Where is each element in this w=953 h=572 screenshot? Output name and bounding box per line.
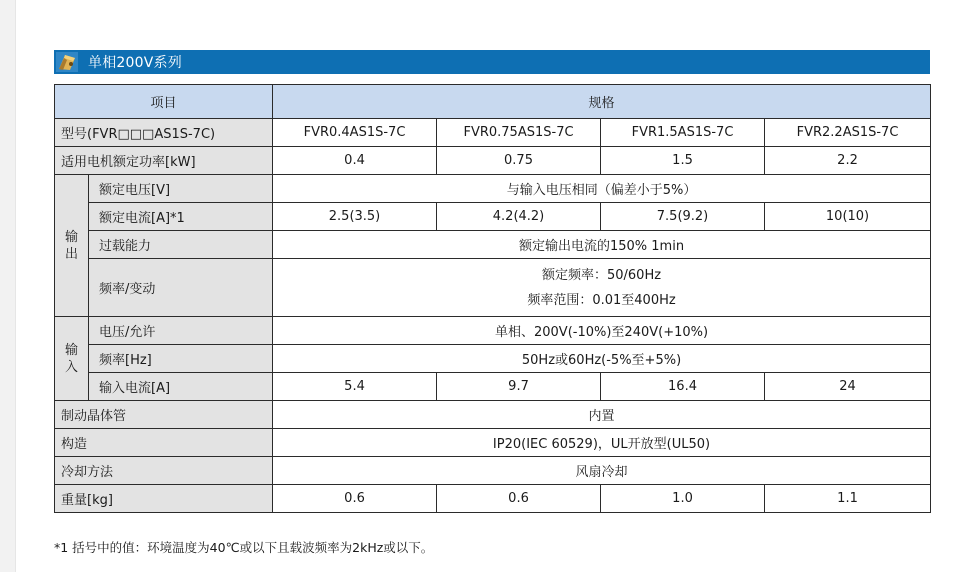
table-header-row xyxy=(55,85,931,119)
row-label-input-frequency: 频率[Hz] xyxy=(89,345,273,373)
cell-input-current-1: 5.4 xyxy=(273,373,437,401)
cell-cooling: 风扇冷却 xyxy=(273,457,931,485)
table-row-output-frequency xyxy=(55,259,931,317)
footnote: *1 括号中的值：环境温度为40℃或以下且载波频率为2kHz或以下。 xyxy=(54,540,434,555)
cell-model-4: FVR2.2AS1S-7C xyxy=(765,119,931,147)
cell-output-voltage: 与输入电压相同（偏差小于5%） xyxy=(273,175,931,203)
cell-brake: 内置 xyxy=(273,401,931,429)
cell-model-1: FVR0.4AS1S-7C xyxy=(273,119,437,147)
cell-model-2: FVR0.75AS1S-7C xyxy=(437,119,601,147)
row-label-input-voltage: 电压/允许 xyxy=(89,317,273,345)
row-label-cooling: 冷却方法 xyxy=(55,457,273,485)
row-label-structure: 构造 xyxy=(55,429,273,457)
cell-input-current-2: 9.7 xyxy=(437,373,601,401)
row-label-input-current: 输入电流[A] xyxy=(89,373,273,401)
group-label-output: 输出 xyxy=(55,175,89,317)
cell-output-current-1: 2.5(3.5) xyxy=(273,203,437,231)
section-title-bar xyxy=(54,50,930,74)
cell-motor-3: 1.5 xyxy=(601,147,765,175)
row-label-brake: 制动晶体管 xyxy=(55,401,273,429)
cell-input-current-3: 16.4 xyxy=(601,373,765,401)
header-item: 项目 xyxy=(55,85,273,119)
cell-weight-2: 0.6 xyxy=(437,485,601,513)
section-title: 单相200V系列 xyxy=(88,55,182,71)
cell-input-current-4: 24 xyxy=(765,373,931,401)
cell-input-frequency: 50Hz或60Hz(-5%至+5%) xyxy=(273,345,931,373)
cell-motor-4: 2.2 xyxy=(765,147,931,175)
row-label-output-frequency: 频率/变动 xyxy=(89,259,273,317)
cell-input-voltage: 单相、200V(-10%)至240V(+10%) xyxy=(273,317,931,345)
cell-motor-2: 0.75 xyxy=(437,147,601,175)
table-row-weight xyxy=(55,485,931,513)
left-rail xyxy=(0,0,16,572)
table-row-cooling xyxy=(55,457,931,485)
row-label-motor-power: 适用电机额定功率[kW] xyxy=(55,147,273,175)
table-row-model xyxy=(55,119,931,147)
group-label-input: 输入 xyxy=(55,317,89,401)
cell-output-frequency xyxy=(273,259,931,317)
cell-weight-4: 1.1 xyxy=(765,485,931,513)
cell-overload: 额定输出电流的150% 1min xyxy=(273,231,931,259)
table-row-structure xyxy=(55,429,931,457)
row-label-model: 型号(FVR□□□AS1S-7C) xyxy=(55,119,273,147)
row-label-output-current: 额定电流[A]*1 xyxy=(89,203,273,231)
cell-weight-3: 1.0 xyxy=(601,485,765,513)
cell-output-current-3: 7.5(9.2) xyxy=(601,203,765,231)
row-label-overload: 过载能力 xyxy=(89,231,273,259)
table-row-input-current xyxy=(55,373,931,401)
table-row-overload xyxy=(55,231,931,259)
table-row-input-frequency xyxy=(55,345,931,373)
cell-structure: IP20(IEC 60529)，UL开放型(UL50) xyxy=(273,429,931,457)
cell-model-3: FVR1.5AS1S-7C xyxy=(601,119,765,147)
cell-output-current-4: 10(10) xyxy=(765,203,931,231)
header-spec: 规格 xyxy=(273,85,931,119)
cell-output-current-2: 4.2(4.2) xyxy=(437,203,601,231)
table-row-input-voltage xyxy=(55,317,931,345)
table-row-output-current xyxy=(55,203,931,231)
table-row-brake xyxy=(55,401,931,429)
table-row-motor-power xyxy=(55,147,931,175)
cell-weight-1: 0.6 xyxy=(273,485,437,513)
rated-frequency-text: 额定频率：50/60Hz xyxy=(541,267,662,283)
row-label-output-voltage: 额定电压[V] xyxy=(89,175,273,203)
product-thumbnail-icon xyxy=(56,52,78,72)
frequency-range-text: 频率范围：0.01至400Hz xyxy=(527,292,676,308)
row-label-weight: 重量[kg] xyxy=(55,485,273,513)
table-row-output-voltage xyxy=(55,175,931,203)
cell-motor-1: 0.4 xyxy=(273,147,437,175)
spec-table xyxy=(54,84,931,513)
